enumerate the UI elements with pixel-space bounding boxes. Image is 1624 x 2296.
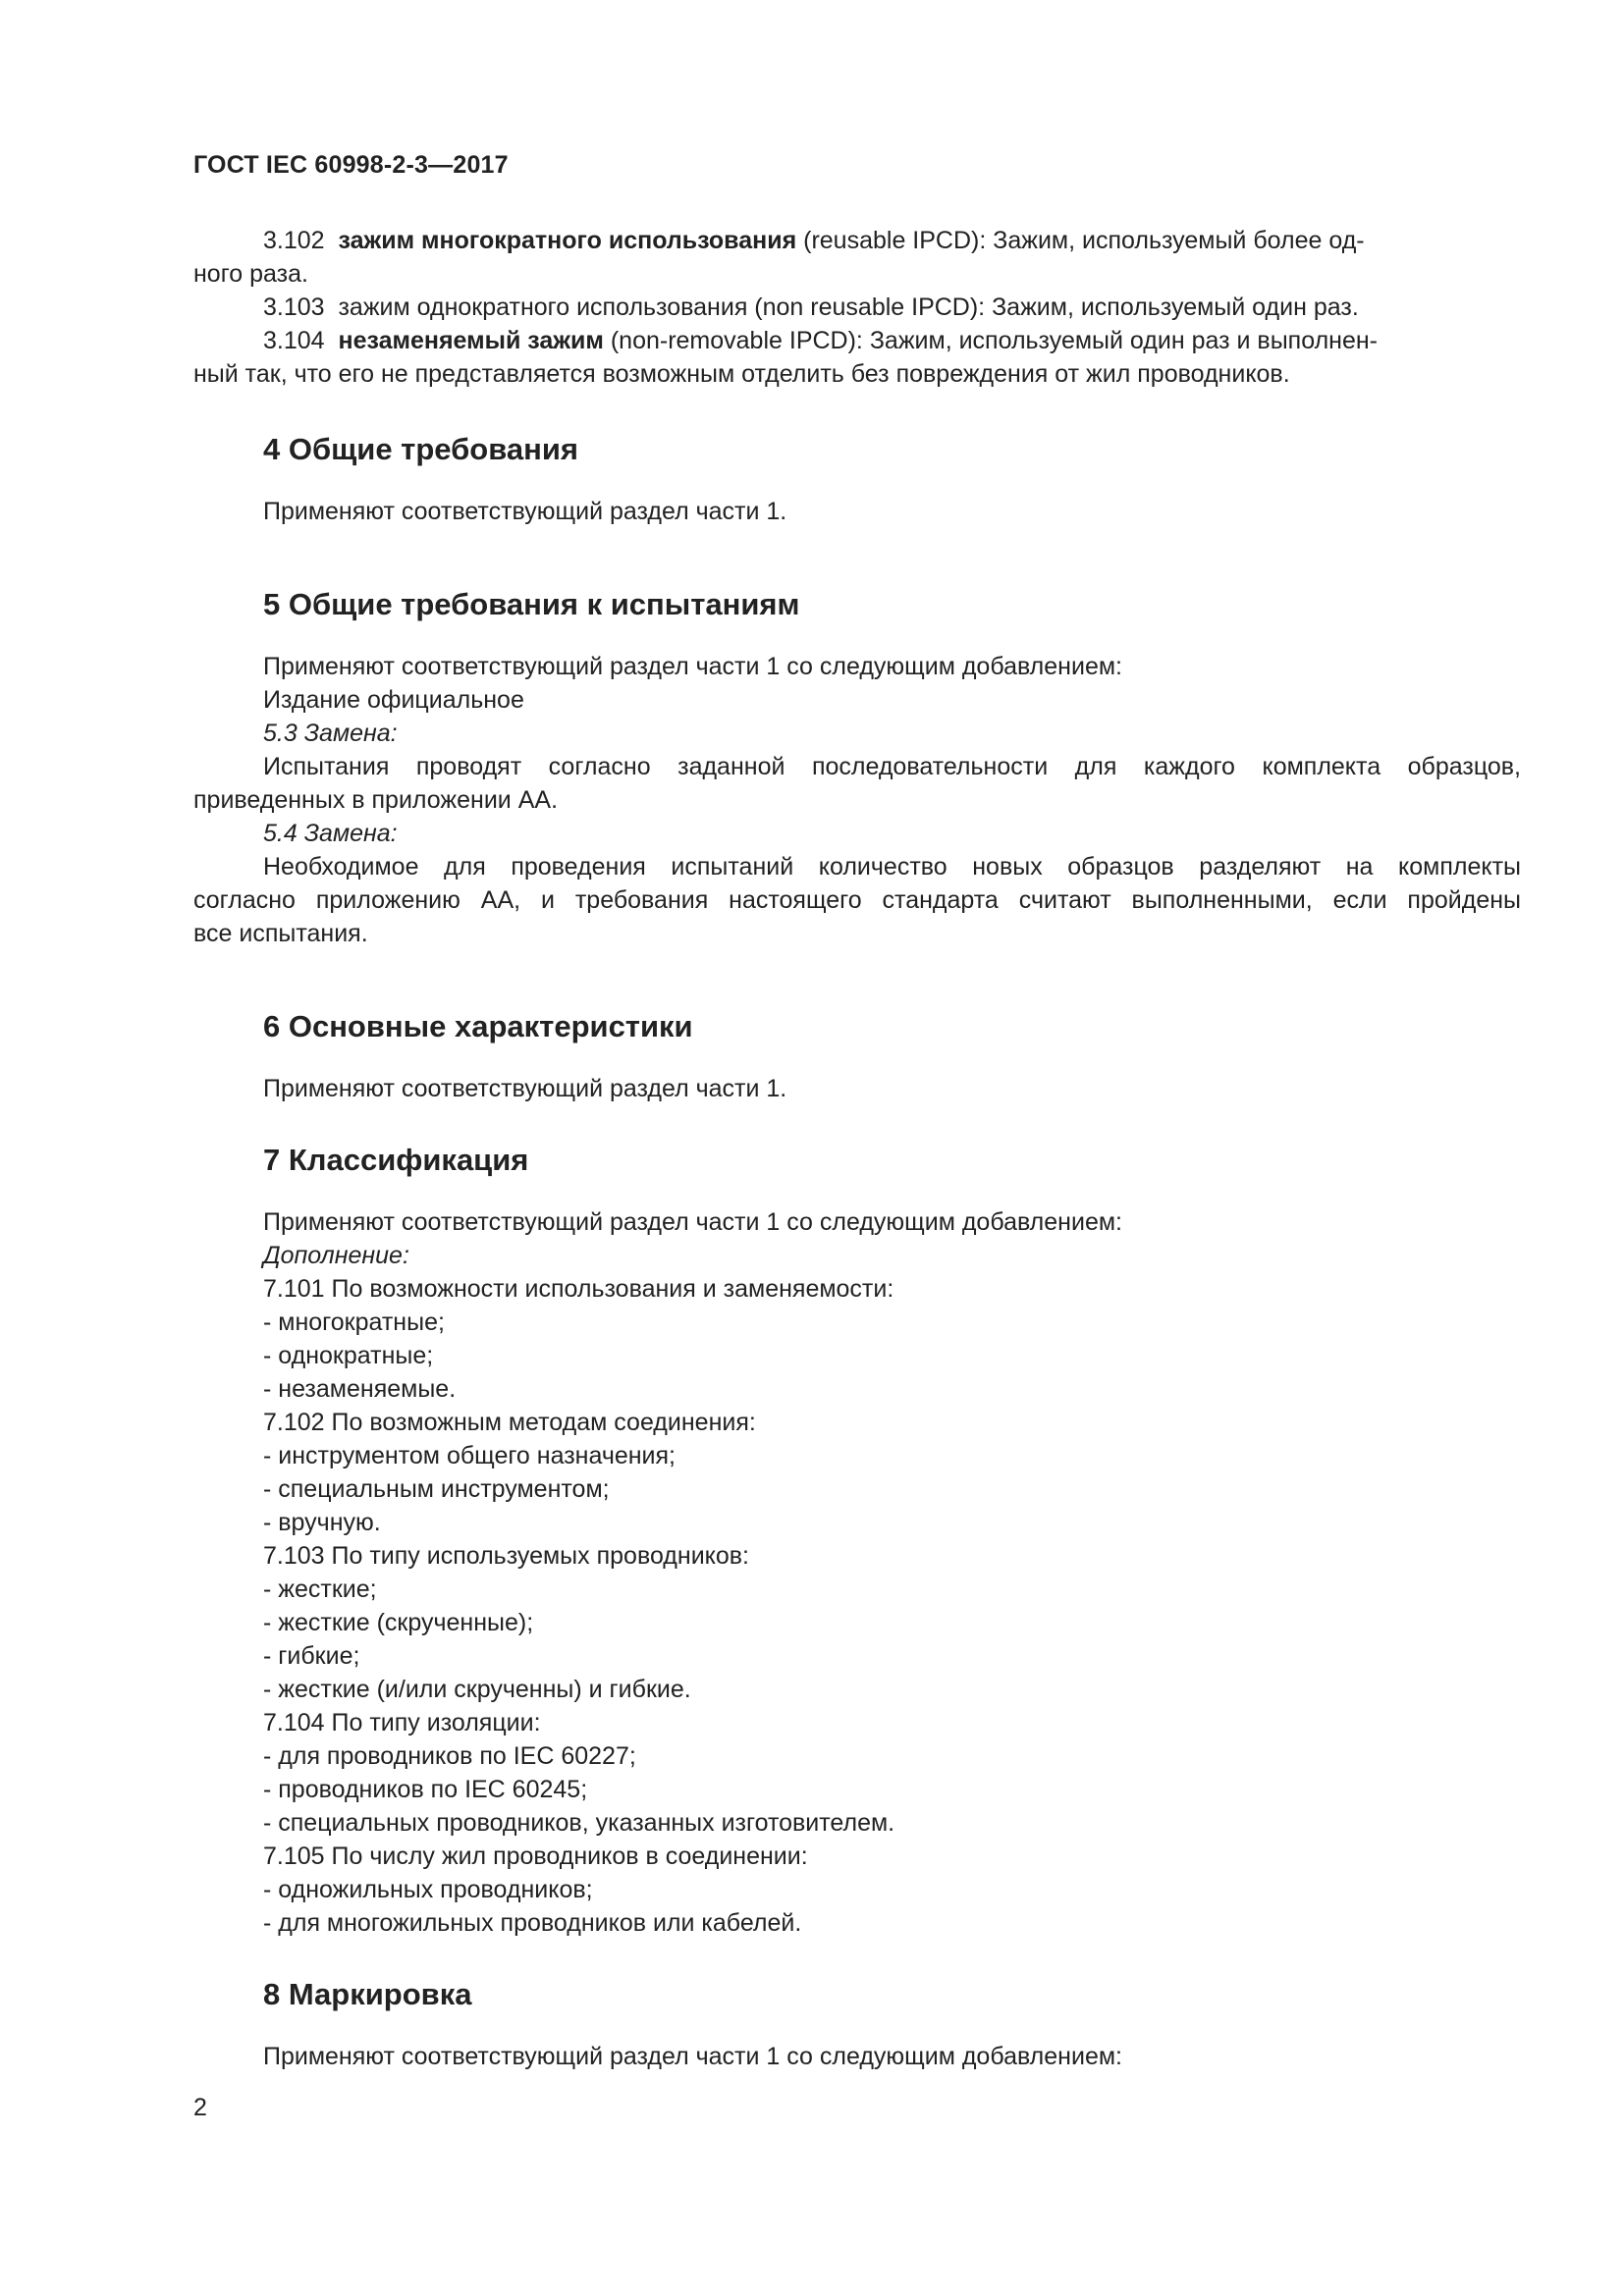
list-item: - специальным инструментом; [263, 1475, 610, 1503]
definition-term: зажим многократного использования [338, 227, 797, 254]
definition-text: (reusable IPCD): Зажим, используемый более од- [796, 227, 1365, 254]
section-7-text: Применяют соответствующий раздел части 1 со следующим добавлением: [263, 1208, 1122, 1236]
subsection-5-4-text-cont: согласно приложению АА, и требования настоящего стандарта считают выполненными, если пройдены [193, 886, 1521, 914]
list-item: - вручную. [263, 1509, 381, 1536]
list-item: - однократные; [263, 1342, 434, 1369]
section-4-text: Применяют соответствующий раздел части 1. [263, 498, 787, 525]
page-number: 2 [193, 2094, 207, 2121]
list-item: 7.102 По возможным методам соединения: [263, 1409, 756, 1436]
definition-number: 3.104 [263, 327, 325, 354]
definition-text: (non-removable IPCD): Зажим, используемый один раз и выполнен- [603, 327, 1379, 354]
section-7-supplement: Дополнение: [263, 1242, 409, 1269]
section-6-text: Применяют соответствующий раздел части 1. [263, 1075, 787, 1102]
section-8-text: Применяют соответствующий раздел части 1 со следующим добавлением: [263, 2043, 1122, 2070]
definition-3-104-cont: ный так, что его не представляется возможным отделить без повреждения от жил проводников. [193, 360, 1290, 388]
list-item: - инструментом общего назначения; [263, 1442, 677, 1469]
definition-number: 3.103 [263, 294, 325, 321]
document-body [193, 224, 1521, 2073]
subsection-5-4-text-end: все испытания. [193, 920, 368, 947]
section-5-heading: 5 Общие требования к испытаниям [263, 587, 800, 621]
subsection-5-3-text-cont: приведенных в приложении АА. [193, 786, 559, 814]
definition-3-102-cont: ного раза. [193, 260, 308, 288]
list-item: - для многожильных проводников или кабелей. [263, 1909, 802, 1937]
definition-term: незаменяемый зажим [338, 327, 604, 354]
section-6-heading: 6 Основные характеристики [263, 1009, 693, 1043]
section-5-text: Применяют соответствующий раздел части 1 со следующим добавлением: [263, 653, 1122, 680]
document-code-header: ГОСТ IEC 60998-2-3—2017 [193, 151, 509, 179]
list-item: 7.104 По типу изоляции: [263, 1709, 541, 1736]
list-item: - незаменяемые. [263, 1375, 457, 1403]
subsection-5-4-text: Необходимое для проведения испытаний количество новых образцов разделяют на комплекты [263, 853, 1521, 881]
list-item: - жесткие (и/или скрученны) и гибкие. [263, 1676, 691, 1703]
list-item: - жесткие (скрученные); [263, 1609, 534, 1636]
list-item: - многократные; [263, 1308, 445, 1336]
definition-number: 3.102 [263, 227, 325, 254]
section-7-heading: 7 Классификация [263, 1143, 529, 1177]
definition-3-102 [193, 224, 1521, 257]
list-item: - жесткие; [263, 1575, 377, 1603]
subsection-5-4: 5.4 Замена: [263, 820, 398, 847]
classification-list [193, 1272, 1521, 1940]
edition-note: Издание официальное [263, 686, 524, 714]
definition-3-103 [193, 291, 1521, 324]
list-item: 7.103 По типу используемых проводников: [263, 1542, 750, 1570]
list-item: - специальных проводников, указанных изготовителем. [263, 1809, 895, 1837]
list-item: - одножильных проводников; [263, 1876, 593, 1903]
definition-3-104 [193, 324, 1521, 357]
list-item: - гибкие; [263, 1642, 360, 1670]
section-8-heading: 8 Маркировка [263, 1977, 472, 2011]
list-item: - проводников по IEC 60245; [263, 1776, 588, 1803]
subsection-5-3-text: Испытания проводят согласно заданной последовательности для каждого комплекта образцов, [263, 753, 1521, 780]
list-item: - для проводников по IEC 60227; [263, 1742, 636, 1770]
list-item: 7.105 По числу жил проводников в соединении: [263, 1842, 808, 1870]
definition-text: зажим однократного использования (non reusable IPCD): Зажим, используемый один раз. [338, 294, 1359, 321]
list-item: 7.101 По возможности использования и заменяемости: [263, 1275, 894, 1303]
subsection-5-3: 5.3 Замена: [263, 720, 398, 747]
section-4-heading: 4 Общие требования [263, 432, 578, 466]
